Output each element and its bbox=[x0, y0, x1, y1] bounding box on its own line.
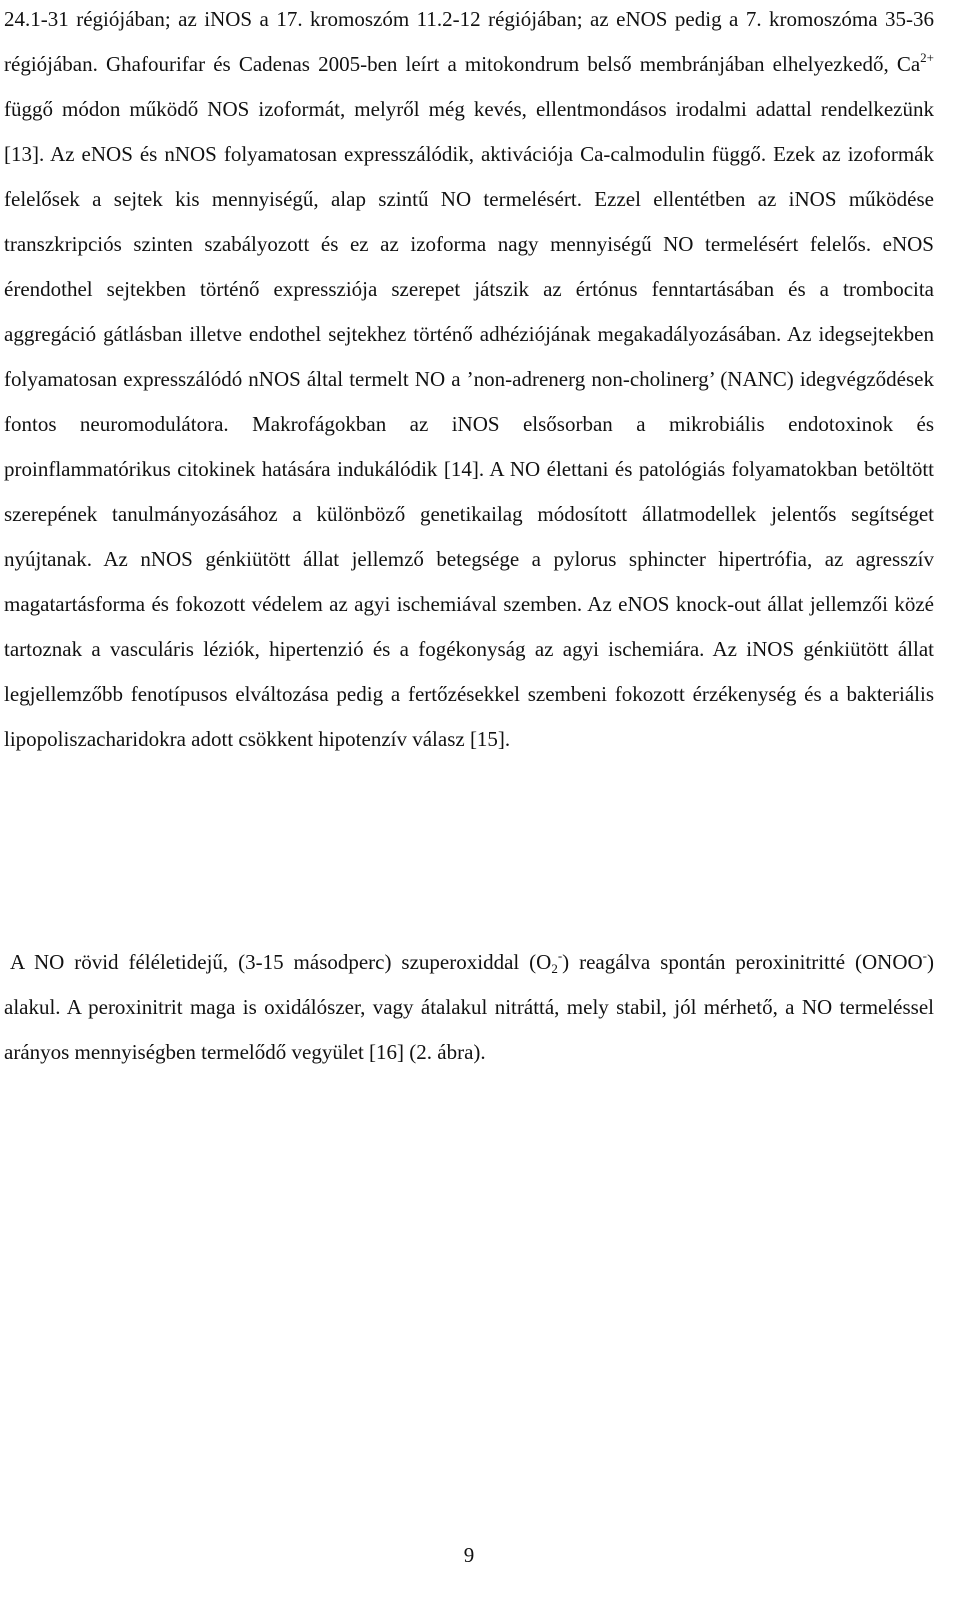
paragraph-2-text-a: A NO rövid féléletidejű, (3-15 másodperc) szuperoxiddal (O bbox=[10, 950, 552, 974]
page-number: 9 bbox=[463, 1543, 475, 1567]
body-paragraph-1 bbox=[4, 0, 934, 762]
paragraph-1-text-a: 24.1-31 régiójában; az iNOS a 17. kromoszóm 11.2-12 régiójában; az eNOS pedig a 7. kromoszóma 35-36 régiójában. Ghafourifar és Cadenas 2005-ben leírt a mitokondrum belső membránjában elhelyezkedő, Ca bbox=[4, 7, 934, 76]
peroxynitrite-charge-superscript: - bbox=[922, 948, 927, 963]
oxygen-count-subscript: 2 bbox=[551, 961, 558, 976]
paragraph-1-text-b: függő módon működő NOS izoformát, melyről még kevés, ellentmondásos irodalmi adattal rendelkezünk [13]. Az eNOS és nNOS folyamatosan expresszálódik, aktivációja Ca-calmodulin függő. Ezek az izoformák felelősek a sejtek kis mennyiségű, alap szintű NO termelésért. Ezzel ellentétben az iNOS működése transzkripciós szinten szabályozott és ez az izoforma nagy mennyiségű NO termelésért felelős. eNOS érendothel sejtekben történő expressziója szerepet játszik az értónus fenntartásában és a trombocita aggregáció gátlásban illetve endothel sejtekhez történő adhéziójának megakadályozásában. Az idegsejtekben folyamatosan expresszálódó nNOS által termelt NO a ’non-adrenerg non-cholinerg’ (NANC) idegvégződések fontos neuromodulátora. Makrofágokban az iNOS elsősorban a mikrobiális endotoxinok és proinflammatórikus citokinek hatására indukálódik [14]. A NO élettani és patológiás folyamatokban betöltött szerepének tanulmányozásához a különböző genetikailag módosított állatmodellek jelentős segítséget nyújtanak. Az nNOS génkiütött állat jellemző betegsége a pylorus sphincter hipertrófia, az agresszív magatartásforma és fokozott védelem az agyi ischemiával szemben. Az eNOS knock-out állat jellemzői közé tartoznak a vasculáris léziók, hipertenzió és a fogékonyság az agyi ischemiára. Az iNOS génkiütött állat legjellemzőbb fenotípusos elváltozása pedig a fertőzésekkel szembeni fokozott érzékenység és a bakteriális lipopoliszacharidokra adott csökkent hipotenzív válasz [15]. bbox=[4, 97, 934, 751]
calcium-charge-superscript: 2+ bbox=[920, 50, 934, 65]
document-page bbox=[4, 0, 934, 1617]
paragraph-2-text-b: ) reagálva spontán peroxinitritté (ONOO bbox=[562, 950, 923, 974]
superoxide-charge-superscript: - bbox=[557, 948, 563, 963]
paragraph-2-text-c: ) alakul. A peroxinitrit maga is oxidálószer, vagy átalakul nitráttá, mely stabil, jól mérhető, a NO termeléssel arányos mennyiségben termelődő vegyület [16] (2. ábra). bbox=[4, 950, 934, 1064]
body-paragraph-2 bbox=[4, 940, 934, 1075]
